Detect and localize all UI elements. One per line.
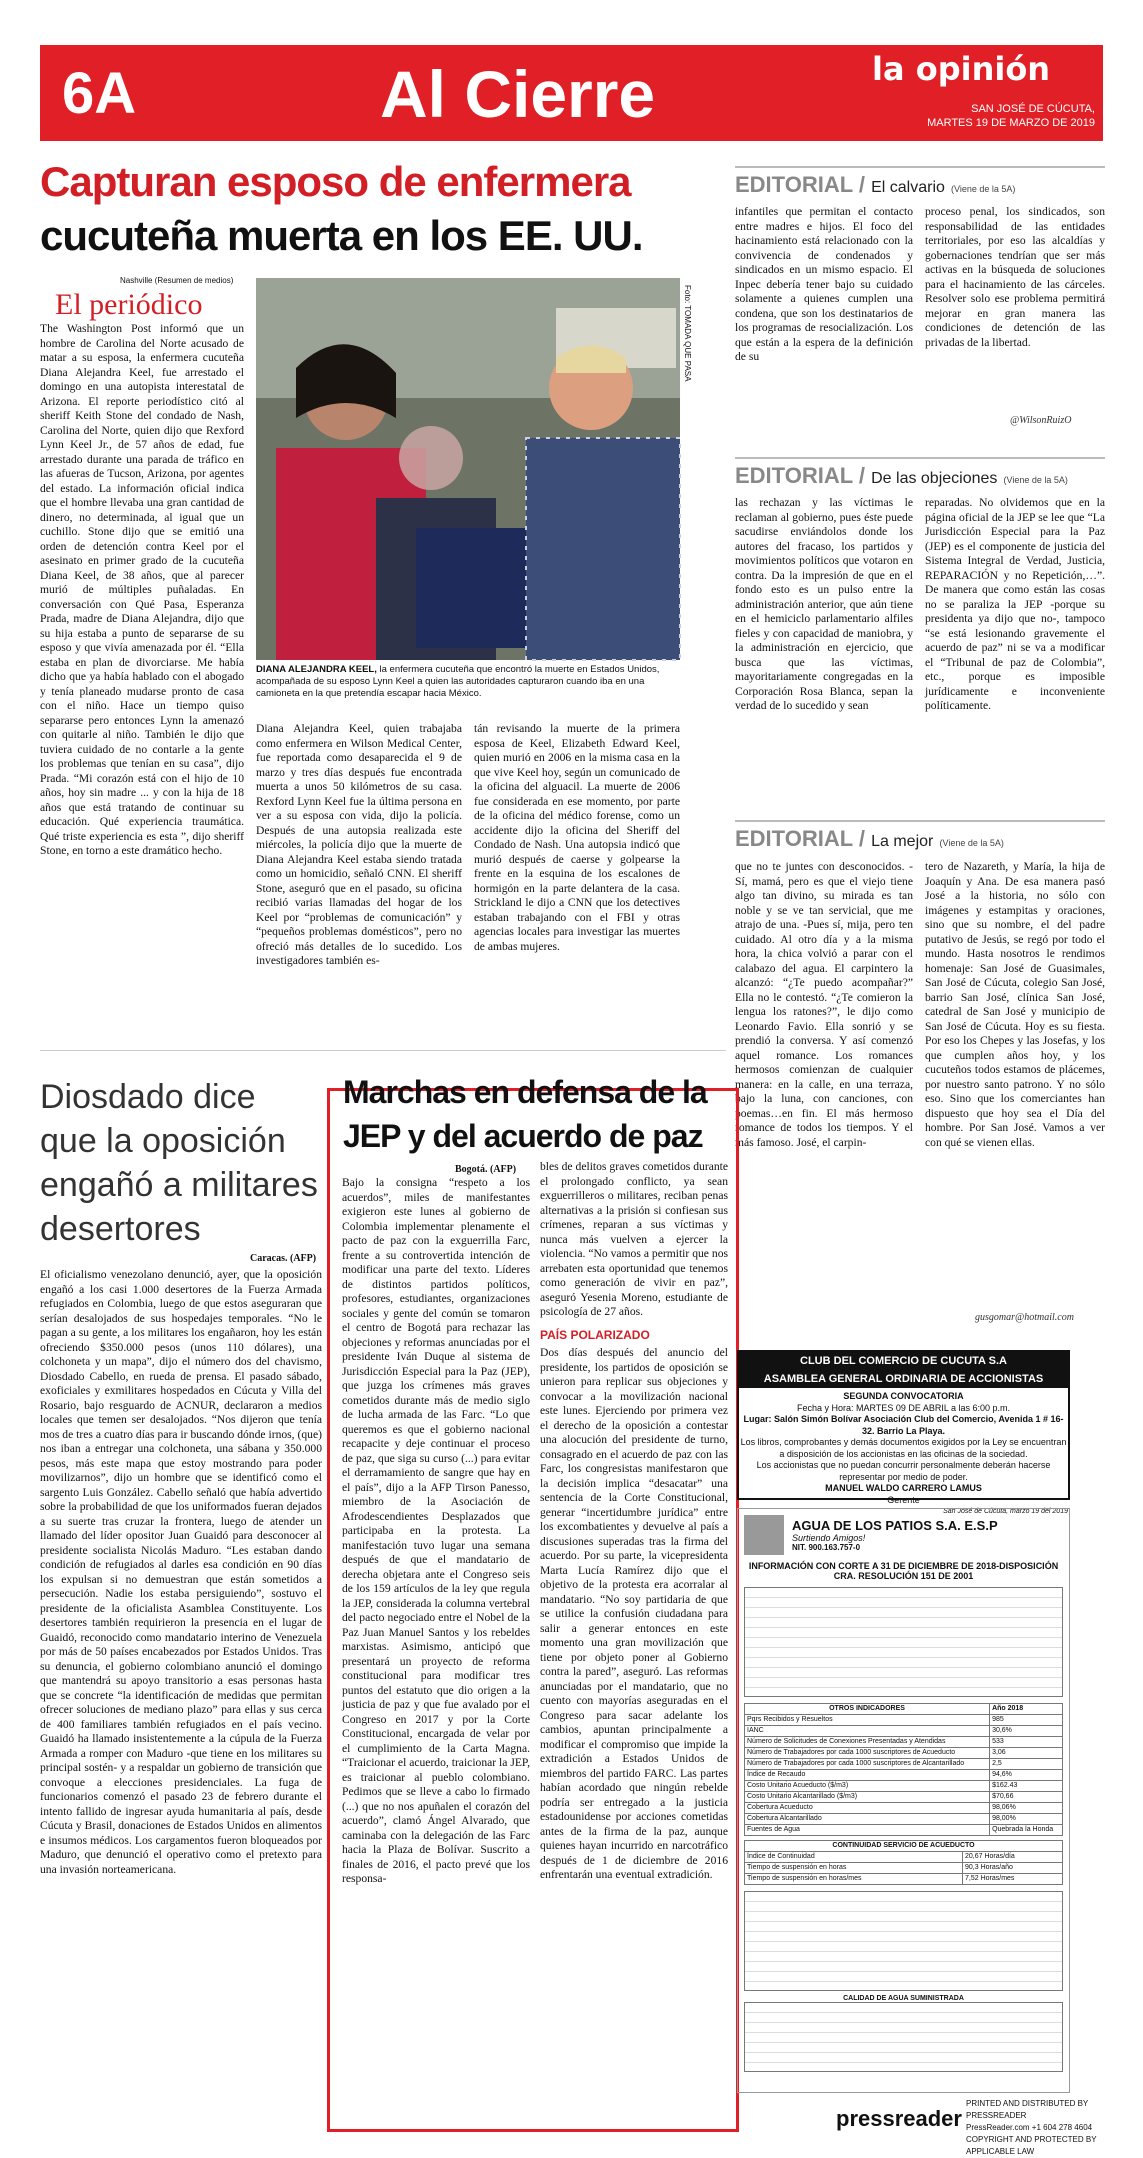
agua-logo-icon [744, 1515, 784, 1555]
lead-photo-illustration [256, 278, 680, 660]
marchas-subhead: PAÍS POLARIZADO [540, 1327, 650, 1342]
indicator-row: Número de Trabajadores por cada 1000 suscriptores de Acueducto 3,06 [745, 1748, 1063, 1759]
editorial-2-col2: reparadas. No olvidemos que en la página oficial de la JEP se lee que “La Jurisdicción Especial para la Paz (JEP) es el componente de justicia del Sistema Integral de Verdad, Justicia, REPARACIÓN y no Repetición,…”. De manera que como están las cosas no se paraliza la JEP -porque su presidenta ya dijo que no-, tampoco “se está lesionando gravemente el acuerdo de paz” ni se va a modificar el “Tribunal de paz de Colombia”, etc., porque es imposible jurídicamente e inconveniente políticamente. [925, 496, 1105, 712]
section-divider [40, 1050, 726, 1051]
indicator-row: Fuentes de Agua Quebrada la Honda [745, 1825, 1063, 1836]
pressreader-logo: pressreader [836, 2106, 962, 2131]
lead-source: El periódico [55, 288, 203, 321]
section-title: Al Cierre [380, 57, 656, 131]
marchas-column-1: Bajo la consigna “respeto a los acuerdos”, miles de manifestantes exigieron este lunes al gobierno de Colombia implementar plenamente el pacto de paz con la exguerrilla Farc, frente a su controvertida intención de modificar una parte del texto. Líderes de distintos partidos políticos, profesores, estudiantes, organizaciones sociales y gente del común se tomaron el centro de Bogotá para rechazar las objeciones y reformas anunciadas por el presidente Iván Duque al sistema de Jurisdicción Especial para la Paz (JEP), que juzga los crímenes más graves cometidos durante más de medio siglo de lucha armada de las Farc. “Lo que queremos es que el gobierno nacional recapacite y deje continuar el proceso de paz, que siga su curso (...) para evitar el derramamiento de sangre que hay en el país”, dijo a la AFP Tirson Panesso, miembro de la Asociación de Afrodescendientes Desplazados que participaba en la protesta. La manifestación tuvo lugar una semana después de que el mandatario de derecha objetara ante el Congreso seis de los 159 artículos de la ley que regula la JEP, considerada la columna vertebral del pacto negociado entre el Nobel de la Paz Juan Manuel Santos y los rebeldes marxistas. Asimismo, anticipó que presentará un proyecto de reforma constitucional para modificar tres puntos del estatuto que dio origen a la justicia de paz y que fue avalado por el Congreso en 2017 y por la Corte Constitucional, encargada de velar por el cumplimiento de la Carta Magna. “Traicionar el acuerdo, traicionar la JEP, es traicionar al pueblo colombiano. Pedimos que se lleve a cabo lo firmado (...) que no nos apuñalen el corazón del acuerdo”, clamó Ángel Alvarado, que caminaba con la delegación de las Farc hacia la Plaza de Bolívar. Suscrito a finales de 2016, el pacto prevé que los responsa- [342, 1176, 530, 1885]
service-row: Tiempo de suspensión en horas 90,3 Horas/año [745, 1863, 1063, 1874]
editorial-1-header: EDITORIAL / El calvario (Viene de la 5A) [735, 172, 1016, 197]
indicator-row: Índice de Recaudo 94,6% [745, 1770, 1063, 1781]
diosdado-body: El oficialismo venezolano denunció, ayer, que la oposición engañó a los casi 1.000 desertores de la Fuerza Armada refugiados en Colombia, luego de que estos aseguraran que serían desalojados de sus hospedajes temporales. “No le pagan a su gente, a los militares los engañaron, hoy les están ofreciendo $350.000 pesos (unos 110 dólares), una colchoneta y un mapa”, dijo el número dos del chavismo, Diosdado Cabello, en rueda de prensa. El pasado sábado, exoficiales y exmilitares hospedados en Cúcuta y Villa del Rosario, bajo resguardo de ACNUR, declararon a medios locales que temen ser desalojados. “Nos dijeron que tenía mos de tres a cuatro días para ir buscando dónde irnos, (que) nos iban a entregar una colchoneta, una sábana y 350.000 pesos, más este mapa que estoy mostrando para poder movilizarnos”, dijo un hombre que se identificó como el sargento Luis González. Cabello señaló que había advertido sobre la probabilidad de que los uniformados fueran dejados a su suerte tras cruzar la frontera, luego de atender un llamado del líder opositor Juan Guaidó para desconocer al presidente socialista Nicolás Maduro. “Les estaban dando condición de refugiados al darles esa condición en 90 días los expulsan si no demuestran que están sometidos a persecución. Nadie los estaba persiguiendo”, sostuvo el presidente de la oficialista Asamblea Constituyente. Los desertores también requirieron la presencia en el lugar de Guaidó, reconocido como mandatario interino de Venezuela por más de 50 países encabezados por Estados Unidos. Tras su denuncia, el gobierno colombiano anunció el domingo que mantendrá su apoyo transitorio a esas personas hasta que se concrete “la identificación de medidas que permitan ofrecer soluciones de mediano plazo” para ellas y sus cerca de 400 familiares también refugiados en el país vecino. Guaidó ha llamado insistentemente a la cúpula de la Fuerza Armada a romper con Maduro -que tiene en los militares su principal sostén- y a respaldar un gobierno de transición que convoque a elecciones presidenciales. La fuga de funcionarios comenzó el pasado 23 de febrero durante el intento fallido de ingresar ayuda humanitaria al país, desde Cúcuta y Brasil, donaciones de Estados Unidos en alimentos e insumos médicos. Los cargamentos fueron bloqueados por Maduro, que denunció el operativo como el pretexto para una invasión norteamericana. [40, 1268, 322, 1876]
diosdado-headline: Diosdado dice que la oposición engañó a militares desertores [40, 1078, 318, 1248]
editorial-2-header: EDITORIAL / De las objeciones (Viene de la 5A) [735, 463, 1068, 488]
lead-byline-note: Nashville (Resumen de medios) [120, 276, 234, 285]
editorial-divider [735, 820, 1105, 822]
indicator-row: Número de Trabajadores por cada 1000 suscriptores de Alcantarillado 2,5 [745, 1759, 1063, 1770]
diosdado-dateline: Caracas. (AFP) [250, 1253, 317, 1264]
editorial-1-col1: infantiles que permitan el contacto entre madres e hijos. El foco del hacinamiento está relacionado con la convivencia de condenados y sindicados en un mismo espacio. El Inpec debería tener bajo su cuidado solamente a quienes cumplen una condena, que son los destinatarios de los programas de resocialización. Los que están a la espera de la definición de su [735, 205, 913, 363]
photo-credit: Foto: TOMADA QUE PASA [683, 285, 692, 382]
quality-table [744, 2002, 1063, 2072]
lead-headline-line1: Capturan esposo de enfermera [40, 158, 631, 205]
editorial-2-col1: las rechazan y las víctimas le reclaman al gobierno, pues éste puede sacudirse enviándolos donde los autores del fracaso, los partidos y movimientos políticos que votaron en contra. Da la impresión de que en el fondo esto es un pulso entre la administración anterior, que aún tiene en el hemiciclo parlamentario alfiles fieles y con capacidad de maniobra, y la administración en ejercicio, que busca que las víctimas, mayoritariamente congregadas en la Corporación Rosa Blanca, sepan la verdad de lo sucedido y sean [735, 496, 913, 712]
editorial-3-signature: gusgomar@hotmail.com [975, 1312, 1074, 1323]
tariff-table [744, 1587, 1063, 1697]
indicator-row: Costo Unitario Acueducto ($/m3) $162.43 [745, 1781, 1063, 1792]
lead-photo [256, 278, 680, 660]
editorial-divider [735, 457, 1105, 459]
indicator-row: Cobertura Alcantarillado 98,00% [745, 1814, 1063, 1825]
indicators-table: OTROS INDICADORES Año 2018 Pqrs Recibidos y Resueltos 985 IANC 30,6% Número de Solicitudes de Conexiones Presentadas y Atendidas 533 Número de Trabajadores por cada 1000 suscriptores de Acueducto 3,06 Número de Trabajadores por cada 1000 suscriptores de Alcantarillado 2,5 Índice de Recaudo 94,6% Costo Unitario Acueducto ($/m3) $162.43 Costo Unitario Alcantarillado ($/m3) $70,66 Cobertura Acueducto 98,06% Cobertura Alcantarillado 98,00% Fuentes de Agua Quebrada la Honda [744, 1703, 1063, 1836]
indicator-row: Número de Solicitudes de Conexiones Presentadas y Atendidas 533 [745, 1737, 1063, 1748]
editorial-3-col1: que no te juntes con desconocidos. -Sí, mamá, pero es que el viejo tiene algo tan divino, su mirada es tan noble y se ve tan servicial, que me atrajo de una. -Pues sí, mija, pero ten cuidado. Al otro día y a la misma hora, la chica volvió a parar con el calabazo del agua. El carpintero la alcanzó: “¿Te puedo acompañar?” Ella no le contestó. “¿Te comieron la lengua los ratones?”, le dijo como Leonardo Favio. Ella sonrió y se prendió la conversa. Y así comenzó aquel romance. Los romances hermosos comienzan de cualquier manera: en la calle, en una terraza, bajo la luna, con canciones, con poemas…en fin. El más hermoso romance de todos los tiempos. Y el más famoso. José, el carpin- [735, 860, 913, 1149]
service-table: CONTINUIDAD SERVICIO DE ACUEDUCTO Índice de Continuidad 20,67 Horas/día Tiempo de suspensión en horas 90,3 Horas/año Tiempo de suspensión en horas/mes 7,52 Horas/mes [744, 1840, 1063, 1885]
lead-column-3: tán revisando la muerte de la primera esposa de Keel, Elizabeth Edward Keel, quien murió en 2006 en la misma casa en la que vive Keel hoy, según un comunicado de la oficina del alguacil. La muerte de 2006 fue considerada en ese momento, por parte de la oficina del médico forense, como un accidente dijo la oficina del Sheriff del Condado de Nash. Una autopsia indicó que murió después de caerse y golpearse la frente en la esquina de los escalones de hormigón en la parte delantera de la casa. Strickland le dijo a CNN que los detectives estaban trabajando con el FBI y otras agencias locales para investigar las muertes de ambas mujeres. [474, 722, 680, 953]
lead-column-2: Diana Alejandra Keel, quien trabajaba como enfermera en Wilson Medical Center, fue reportada como desaparecida el 9 de marzo y tres días después fue encontrada muerta a unos 50 kilómetros de su casa. Rexford Lynn Keel fue la última persona en ver a su esposa con vida, dijo la policía. Después de una autopsia realizada este miércoles, la policía dijo que la muerte de Diana Alejandra Keel estaba siendo tratada como un homicidio, señaló CNN. El sheriff Stone, aseguró que en el pasado, su oficina recibió varias llamadas del hogar de los Keel por “problemas de comunicación” y “pequeños problemas domésticos”, pero no ofreció más detalles de lo sucedido. Los investigadores también es- [256, 722, 462, 967]
brand-logo: la opinión [872, 50, 1051, 88]
editorial-3-header: EDITORIAL / La mejor (Viene de la 5A) [735, 826, 1004, 851]
ad-club-comercio: CLUB DEL COMERCIO DE CUCUTA S.A ASAMBLEA GENERAL ORDINARIA DE ACCIONISTAS SEGUNDA CONVOCATORIA Fecha y Hora: MARTES 09 DE ABRIL a las 6:00 p.m. Lugar: Salón Simón Bolívar Asociación Club del Comercio, Avenida 1 # 16-32. Barrio La Playa. Los libros, comprobantes y demás documentos exigidos por la Ley se encuentran a disposición de los accionistas en las oficinas de la sociedad. Los accionistas que no puedan concurrir personalmente deberán hacerse representar por medio de poder. MANUEL WALDO CARRERO LAMUS Gerente San José de Cúcuta, marzo 19 del 2019 [737, 1350, 1070, 1500]
indicator-row: Pqrs Recibidos y Resueltos 985 [745, 1715, 1063, 1726]
ad-club-subtitle: ASAMBLEA GENERAL ORDINARIA DE ACCIONISTAS [739, 1370, 1068, 1388]
editorial-3-col2: tero de Nazareth, y María, la hija de Joaquín y Ana. De esa manera pasó José a la historia, no sólo con imágenes y estampitas y oraciones, sino que su nombre, el del padre putativo de Jesús, se regó por todo el mundo. Hasta nosotros le rendimos homenaje: San José de Guasimales, San José de Cúcuta, colegio San José, barrio San José, clínica San José, catedral de San José y municipio de San José de Cúcuta. Hoy es su fiesta. Por eso los Chepes y las Josefas, y los que cumplen años hoy, y los cucuteños todos estamos de plácemes, por nuestro santo patrono. Y no sólo eso. Sino que los comerciantes han dispuesto que hoy sea el Día del hombre. Por San José. Vamos a ver con qué se vienen ellas. [925, 860, 1105, 1149]
editorial-divider [735, 166, 1105, 168]
photo-caption: DIANA ALEJANDRA KEEL, la enfermera cucuteña que encontró la muerte en Estados Unidos, acompañada de su esposo Lynn Keel a quien las autoridades capturaron cuando iba en una camioneta en la que pretendía escapar hacia México. [256, 664, 660, 699]
service-row: Tiempo de suspensión en horas/mes 7,52 Horas/mes [745, 1874, 1063, 1885]
subsidy-table [744, 1891, 1063, 1991]
page-number: 6A [62, 61, 137, 126]
header-date: SAN JOSÉ DE CÚCUTA, MARTES 19 DE MARZO DE 2019 [927, 103, 1095, 129]
editorial-1-signature: @WilsonRuizO [1010, 415, 1072, 426]
indicator-row: IANC 30,6% [745, 1726, 1063, 1737]
lead-headline-line2: cucuteña muerta en los EE. UU. [40, 212, 643, 259]
ad-agua-patios: AGUA DE LOS PATIOS S.A. E.S.P Surtiendo Amigos! NIT. 900.163.757-0 INFORMACIÓN CON CORTE A 31 DE DICIEMBRE DE 2018-DISPOSICIÓN CRA. RESOLUCIÓN 151 DE 2001 OTROS INDICADORES Año 2018 Pqrs Recibidos y Resueltos 985 IANC 30,6% Número de Solicitudes de Conexiones Presentadas y Atendidas 533 Número de Trabajadores por cada 1000 suscriptores de Acueducto 3,06 Número de Trabajadores por cada 1000 suscriptores de Alcantarillado 2,5 Índice de Recaudo 94,6% Costo Unitario Acueducto ($/m3) $162.43 Costo Unitario Alcantarillado ($/m3) $70,66 Cobertura Acueducto 98,06% Cobertura Alcantarillado 98,00% Fuentes de Agua Quebrada la Honda CONTINUIDAD SERVICIO DE ACUEDUCTO Índice de Continuidad 20,67 Horas/día Tiempo de suspensión en horas 90,3 Horas/año Tiempo de suspensión en horas/mes 7,52 Horas/mes CALIDAD DE AGUA SUMINISTRADA [737, 1508, 1070, 2093]
marchas-column-2: bles de delitos graves cometidos durante el prolongado conflicto, ya sean exguerrilleros o militares, reciban penas alternativas a la prisión si confiesan sus crímenes, reparan a sus víctimas y nunca más vuelven a ejercer la violencia. “No vamos a permitir que nos arrebaten esta oportunidad que tenemos como generación de vivir en paz”, aseguró Yesenia Moreno, estudiante de psicología de 27 años. PAÍS POLARIZADO Dos días después del anuncio del presidente, los partidos de oposición se unieron para replicar sus objeciones y convocar a la movilización nacional este lunes. Ejerciendo por primera vez el derecho de la oposición a contestar una alocución del presidente de turno, consagrado en el acuerdo de paz con las Farc, los congresistas manifestaron que la decisión implica “desacatar” una sentencia de la Corte Constitucional, generar “incertidumbre jurídica” entre los excombatientes y devuelve al país a discusiones superadas tras la firma del acuerdo. Por su parte, la vicepresidenta Marta Lucía Ramírez dijo que el objetivo de la protesta era acorralar al mandatario. “No soy partidaria de que se utilice la confusión ciudadana para salir a generar entonces en este momento una gran movilización que tiene por objeto poner al Gobierno contra la pared”, aseguró. Las reformas anunciadas por el mandatario, que no cuento con mayorías aseguradas en el Congreso para sacar adelante los cambios, apuntan principalmente a modificar el compromiso que impide la extradición a Estados Unidos de miembros del partido FARC. Las partes habían acordado que ningún rebelde podría ser entregado a la justicia estadounidense por acciones cometidas antes de la firma de la paz, aunque quienes hayan incurrido en narcotráfico después de 1 de diciembre de 2016 enfrentarán una eventual extradición. [540, 1160, 728, 1881]
marchas-headline: Marchas en defensa de la JEP y del acuerdo de paz [343, 1074, 707, 1154]
indicator-row: Costo Unitario Alcantarillado ($/m3) $70,66 [745, 1792, 1063, 1803]
ad-club-title: CLUB DEL COMERCIO DE CUCUTA S.A [739, 1352, 1068, 1370]
pressreader-footer: pressreader PRINTED AND DISTRIBUTED BY PRESSREADER PressReader.com +1 604 278 4604 COPYRIGHT AND PROTECTED BY APPLICABLE LAW [836, 2099, 1097, 2156]
lead-column-1: The Washington Post informó que un hombre de Carolina del Norte acusado de matar a su esposa, la enfermera cucuteña Diana Alejandra Keel, fue arrestado el domingo en una autopista interestatal de Arizona. El reporte periodístico citó al sheriff Keith Stone del condado de Nash, Carolina del Norte, quien dijo que Rexford Lynn Keel Jr., de 57 años de edad, fue arrestado durante una parada de tráfico en las afueras de Tucson, Arizona, por agentes del estado. La información oficial indica que el hombre llevaba una gran cantidad de dinero, no determinada, al igual que un cuchillo. Stone dijo que se emitió una orden de detención contra Keel por el asesinato en primer grado de la cucuteña Diana Keel, de 38 años, que al parecer murió de múltiples puñaladas. En conversación con Qué Pasa, Esperanza Prada, madre de Diana Alejandra, dijo que su hija estaba a punto de separarse de su esposo y que vivía amenazada por él. “Ella estaba en plan de divorciarse. Me había dicho que ya había hablado con el abogado y tenía planeado mudarse pronto de casa con el niño. Hace un tiempo quiso separarse pero entonces Lynn la amenazó con quitarle al niño. También le dijo que tuviera cuidado de no contarle a la gente los problemas que tenían en su casa”, dijo Prada. “Mi corazón está con el hijo de 10 años, hoy sin madre ... y con la hija de 18 años que está tratando de continuar su educación. Qué experiencia traumática. Qué triste experiencia es esta ”, dijo sheriff Stone, en torno a este dramático hecho. [40, 322, 244, 857]
editorial-1-col2: proceso penal, los sindicados, son responsabilidad de las entidades territoriales, por eso las alcaldías y gobernaciones tendrían que ser más activas en la búsqueda de soluciones para el hacinamiento de las cárceles. Resolver solo ese problema permitirá mejorar en gran manera las condiciones de detención de las privadas de la libertad. [925, 205, 1105, 349]
indicator-row: Cobertura Acueducto 98,06% [745, 1803, 1063, 1814]
service-row: Índice de Continuidad 20,67 Horas/día [745, 1852, 1063, 1863]
marchas-dateline: Bogotá. (AFP) [455, 1164, 517, 1175]
